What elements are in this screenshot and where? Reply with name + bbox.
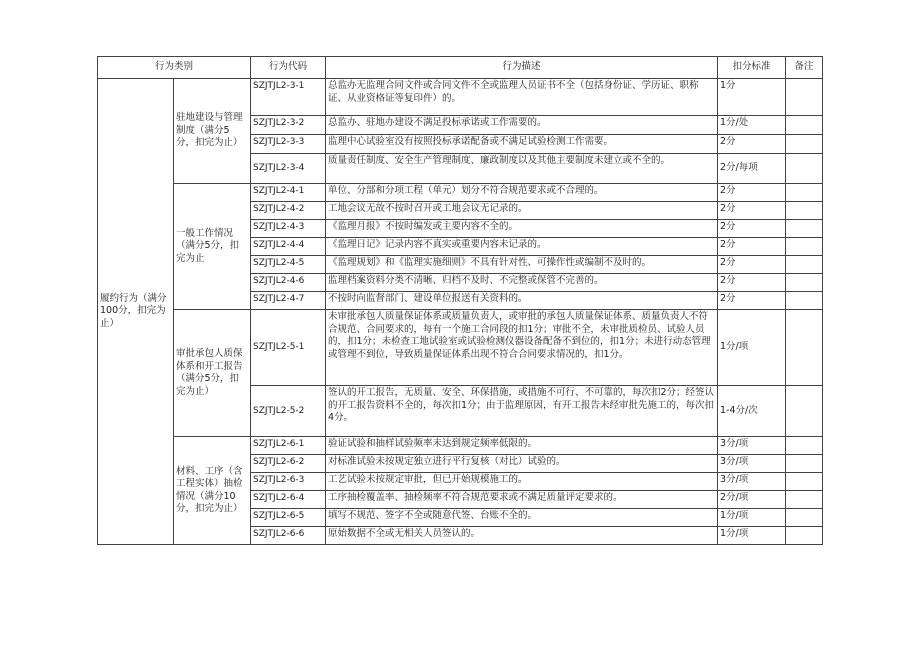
remark-cell [786, 238, 823, 256]
group-name: 一般工作情况（满分5分，扣完为止 [174, 184, 251, 310]
remark-cell [786, 79, 823, 116]
deduction-standard: 2分 [718, 184, 786, 202]
table-body [98, 79, 823, 545]
deduction-standard: 3分/项 [718, 473, 786, 491]
table-row [98, 79, 823, 116]
deduction-standard: 2分 [718, 220, 786, 238]
behavior-code: SZJTJL2-3-4 [251, 154, 326, 184]
behavior-description: 工艺试验未按规定审批，但已开始规模施工的。 [326, 473, 718, 491]
deduction-standard: 1分/项 [718, 310, 786, 386]
remark-cell [786, 202, 823, 220]
deduction-standard: 1分/处 [718, 116, 786, 135]
behavior-description: 填写不规范、签字不全或随意代签、台账不全的。 [326, 509, 718, 527]
remark-cell [786, 292, 823, 310]
remark-cell [786, 473, 823, 491]
behavior-code: SZJTJL2-6-6 [251, 527, 326, 545]
deduction-standard: 2分 [718, 135, 786, 154]
behavior-code: SZJTJL2-4-5 [251, 256, 326, 274]
behavior-code: SZJTJL2-4-6 [251, 274, 326, 292]
header-standard: 扣分标准 [718, 57, 786, 79]
remark-cell [786, 116, 823, 135]
remark-cell [786, 274, 823, 292]
behavior-code: SZJTJL2-4-2 [251, 202, 326, 220]
behavior-description: 签认的开工报告，无质量、安全、环保措施，或措施不可行、不可靠的，每次扣2分；经签认的开工报告资料不全的，每次扣1分；由于监理原因，有开工报告未经审批先施工的，每次扣4分。 [326, 386, 718, 437]
behavior-description: 原始数据不全或无相关人员签认的。 [326, 527, 718, 545]
header-code: 行为代码 [251, 57, 326, 79]
behavior-code: SZJTJL2-6-3 [251, 473, 326, 491]
deduction-standard: 2分 [718, 292, 786, 310]
header-remark: 备注 [786, 57, 823, 79]
behavior-description: 质量责任制度、安全生产管理制度、廉政制度以及其他主要制度未建立或不全的。 [326, 154, 718, 184]
remark-cell [786, 437, 823, 455]
remark-cell [786, 386, 823, 437]
behavior-code: SZJTJL2-5-2 [251, 386, 326, 437]
deduction-standard: 2分/项 [718, 491, 786, 509]
behavior-description: 未审批承包人质量保证体系或质量负责人，或审批的承包人质量保证体系、质量负责人不符合规范、合同要求的，每有一个施工合同段的扣1分；审批不全，未审批质检员、试验人员的，扣1分；未检查工地试验室或试验检测仪器设备配备不到位的，扣1分；未进行动态管理或管理不到位，导致质量保证体系出现不符合合同要求情况的，扣1分。 [326, 310, 718, 386]
behavior-code: SZJTJL2-3-3 [251, 135, 326, 154]
remark-cell [786, 135, 823, 154]
behavior-description: 《监理规划》和《监理实施细则》不具有针对性、可操作性或编制不及时的。 [326, 256, 718, 274]
behavior-code: SZJTJL2-4-7 [251, 292, 326, 310]
behavior-code: SZJTJL2-6-4 [251, 491, 326, 509]
deduction-standard: 3分/项 [718, 455, 786, 473]
behavior-description: 总监办无监理合同文件或合同文件不全或监理人员证书不全（包括身份证、学历证、职称证、从业资格证等复印件）的。 [326, 79, 718, 116]
deduction-standard: 2分 [718, 202, 786, 220]
behavior-code: SZJTJL2-3-2 [251, 116, 326, 135]
remark-cell [786, 491, 823, 509]
behavior-description: 总监办、驻地办建设不满足投标承诺或工作需要的。 [326, 116, 718, 135]
deduction-standard: 1-4分/次 [718, 386, 786, 437]
deduction-standard: 2分/每项 [718, 154, 786, 184]
deduction-standard: 1分/项 [718, 509, 786, 527]
behavior-code: SZJTJL2-4-4 [251, 238, 326, 256]
deduction-standard: 2分 [718, 256, 786, 274]
deduction-standard: 3分/项 [718, 437, 786, 455]
behavior-code: SZJTJL2-6-5 [251, 509, 326, 527]
deduction-standard: 2分 [718, 274, 786, 292]
remark-cell [786, 310, 823, 386]
behavior-description: 《监理月报》不按时编发或主要内容不全的。 [326, 220, 718, 238]
behavior-description: 对标准试验未按规定独立进行平行复核（对比）试验的。 [326, 455, 718, 473]
behavior-code: SZJTJL2-4-1 [251, 184, 326, 202]
behavior-code: SZJTJL2-5-1 [251, 310, 326, 386]
behavior-description: 不按时向监督部门、建设单位报送有关资料的。 [326, 292, 718, 310]
remark-cell [786, 455, 823, 473]
table-row [98, 437, 823, 455]
behavior-description: 监理中心试验室没有按照投标承诺配备或不满足试验检测工作需要。 [326, 135, 718, 154]
behavior-code: SZJTJL2-6-1 [251, 437, 326, 455]
evaluation-table [97, 56, 823, 545]
group-name: 驻地建设与管理制度（满分5分，扣完为止） [174, 79, 251, 184]
main-category-cell: 履约行为（满分100分，扣完为止） [98, 79, 174, 545]
remark-cell [786, 154, 823, 184]
deduction-standard: 1分 [718, 79, 786, 116]
behavior-description: 单位、分部和分项工程（单元）划分不符合规范要求或不合理的。 [326, 184, 718, 202]
remark-cell [786, 509, 823, 527]
group-name: 材料、工序（含工程实体）抽检情况（满分10分，扣完为止） [174, 437, 251, 545]
table-row [98, 184, 823, 202]
behavior-description: 工序抽检覆盖率、抽检频率不符合规范要求或不满足质量评定要求的。 [326, 491, 718, 509]
table-row [98, 310, 823, 386]
header-description: 行为描述 [326, 57, 718, 79]
remark-cell [786, 220, 823, 238]
behavior-description: 验证试验和抽样试验频率未达到规定频率低限的。 [326, 437, 718, 455]
behavior-code: SZJTJL2-4-3 [251, 220, 326, 238]
behavior-code: SZJTJL2-6-2 [251, 455, 326, 473]
group-name: 审批承包人质保体系和开工报告（满分5分，扣完为止） [174, 310, 251, 437]
behavior-code: SZJTJL2-3-1 [251, 79, 326, 116]
deduction-standard: 1分/项 [718, 527, 786, 545]
header-category: 行为类别 [98, 57, 251, 79]
deduction-standard: 2分 [718, 238, 786, 256]
header-row [98, 57, 823, 79]
behavior-description: 《监理日记》记录内容不真实或重要内容未记录的。 [326, 238, 718, 256]
remark-cell [786, 184, 823, 202]
remark-cell [786, 256, 823, 274]
behavior-description: 工地会议无故不按时召开或工地会议无记录的。 [326, 202, 718, 220]
remark-cell [786, 527, 823, 545]
behavior-description: 监理档案资料分类不清晰、归档不及时、不完整或保管不完善的。 [326, 274, 718, 292]
